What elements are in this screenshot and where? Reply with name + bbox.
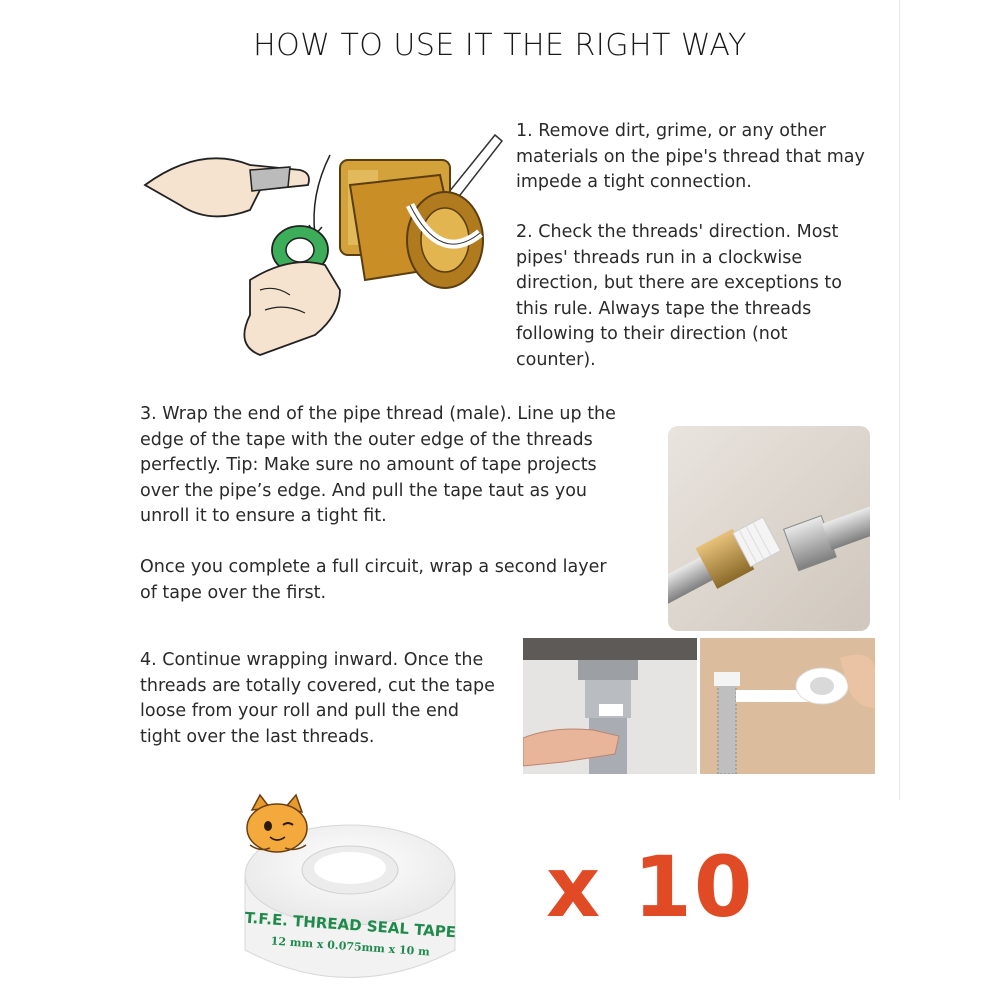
thread-seal-tape-roll — [230, 790, 470, 1000]
step-2-text: 2. Check the threads' direction. Most pipes' threads run in a clockwise direction, but there are exceptions to this rule. Always tape the threads following to their direction (not counter). — [516, 222, 842, 370]
sink-drain-photo — [523, 638, 697, 774]
quantity-label: x 10 — [546, 838, 755, 936]
tape-label-line1: T.F.E. THREAD SEAL TAPE — [244, 908, 457, 942]
step-3-note-text: Once you complete a full circuit, wrap a second layer of tape over the first. — [140, 557, 607, 603]
tape-wrapping-illustration — [140, 115, 510, 370]
page-title: HOW TO USE IT THE RIGHT WAY — [253, 28, 747, 63]
step-4-text: 4. Continue wrapping inward. Once the threads are totally covered, cut the tape loose from your roll and pull the end tight over the last threads. — [140, 650, 495, 747]
pipe-fittings-photo — [668, 426, 870, 631]
step-3-text: 3. Wrap the end of the pipe thread (male). Line up the edge of the tape with the outer edge of the threads perfectly. Tip: Make sure no amount of tape projects over the pipe’s edge. And pull the tape taut as you unroll it to ensure a tight fit. — [140, 404, 616, 526]
cat-mascot-icon — [247, 795, 307, 852]
step-1-text: 1. Remove dirt, grime, or any other materials on the pipe's thread that may impede a tight connection. — [516, 121, 865, 192]
tape-wrap-photo — [700, 638, 875, 774]
tape-label-line2: 12 mm x 0.075mm x 10 m — [270, 934, 431, 959]
page-divider — [899, 0, 900, 800]
